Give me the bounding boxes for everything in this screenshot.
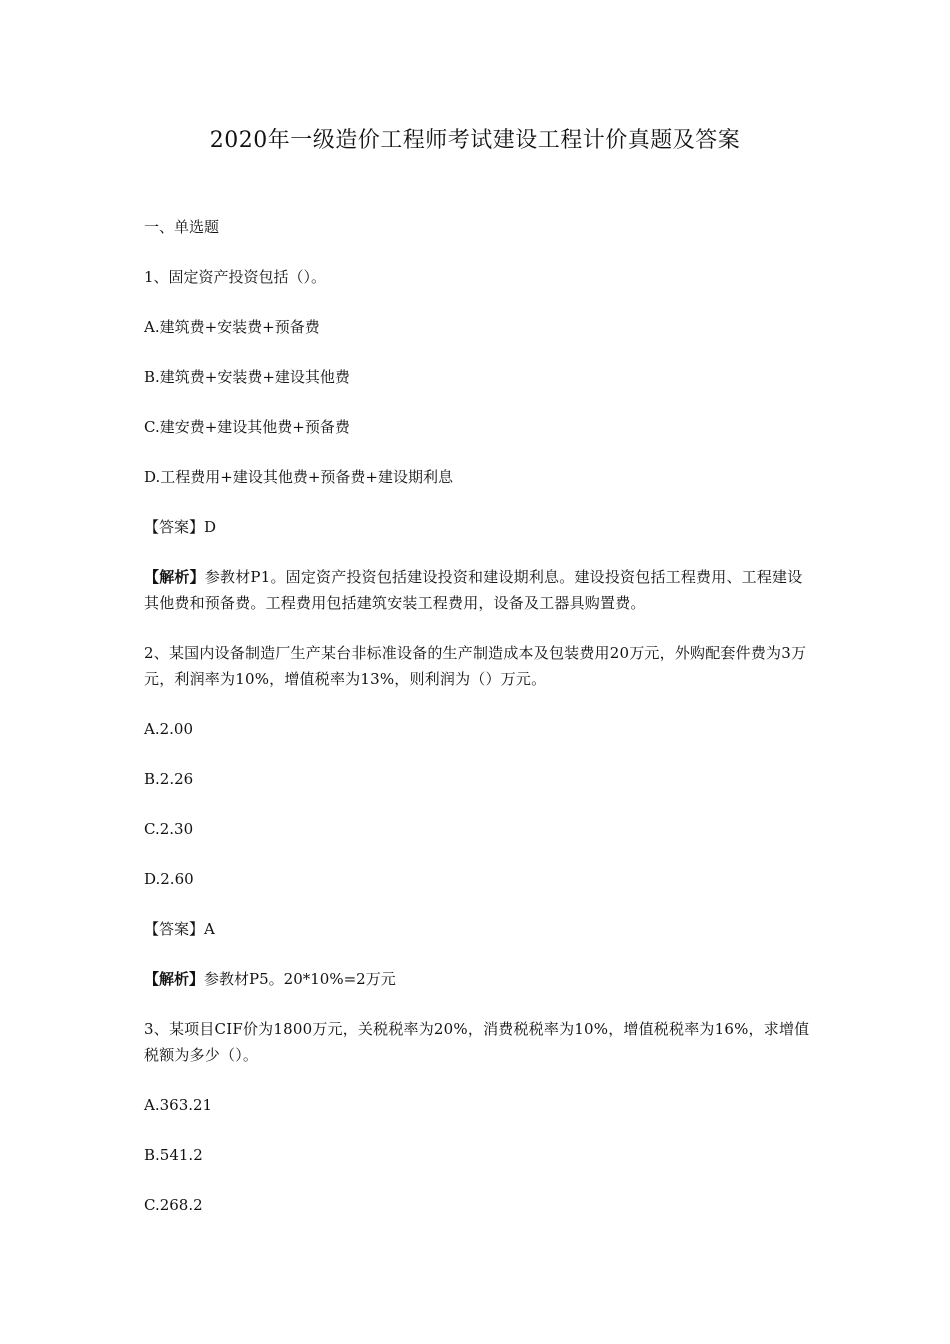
question-1-option-a: A.建筑费+安装费+预备费 bbox=[144, 318, 320, 336]
analysis-label: 【解析】 bbox=[144, 970, 205, 988]
question-1-stem: 1、固定资产投资包括（）。 bbox=[144, 268, 327, 286]
question-1-answer bbox=[144, 514, 814, 540]
analysis-label: 【解析】 bbox=[144, 568, 205, 586]
question-1-option-d: D.工程费用+建设其他费+预备费+建设期利息 bbox=[144, 468, 453, 486]
analysis-text: 参教材P5。20*10%=2万元 bbox=[204, 970, 396, 988]
question-3-option-b: B.541.2 bbox=[144, 1146, 203, 1164]
question-2-answer bbox=[144, 916, 814, 942]
question-3-stem: 3、某项目CIF价为1800万元，关税税率为20%，消费税税率为10%，增值税税率为16%，求增值税额为多少（）。 bbox=[144, 1020, 810, 1064]
question-2-analysis bbox=[144, 966, 814, 992]
answer-label: 【答案】 bbox=[144, 920, 205, 938]
question-3-option-a: A.363.21 bbox=[144, 1096, 213, 1114]
question-2-option-d: D.2.60 bbox=[144, 870, 194, 888]
question-2-option-b: B.2.26 bbox=[144, 770, 194, 788]
question-2-option-a: A.2.00 bbox=[144, 720, 193, 738]
document-title: 2020年一级造价工程师考试建设工程计价真题及答案 bbox=[209, 128, 741, 153]
section-heading: 一、单选题 bbox=[144, 218, 220, 236]
document-body bbox=[144, 214, 814, 1242]
question-1-analysis bbox=[144, 564, 814, 616]
analysis-text: 参教材P1。固定资产投资包括建设投资和建设期利息。建设投资包括工程费用、工程建设其他费和预备费。工程费用包括建筑安装工程费用，设备及工器具购置费。 bbox=[144, 568, 803, 612]
answer-label: 【答案】 bbox=[144, 518, 205, 536]
answer-value: A bbox=[204, 920, 215, 938]
question-3-option-c: C.268.2 bbox=[144, 1196, 203, 1214]
question-1-option-c: C.建安费+建设其他费+预备费 bbox=[144, 418, 350, 436]
question-1-option-b: B.建筑费+安装费+建设其他费 bbox=[144, 368, 350, 386]
question-2-stem: 2、某国内设备制造厂生产某台非标准设备的生产制造成本及包装费用20万元，外购配套件费为3万元，利润率为10%，增值税率为13%，则利润为（）万元。 bbox=[144, 644, 807, 688]
answer-value: D bbox=[204, 518, 217, 536]
question-2-option-c: C.2.30 bbox=[144, 820, 194, 838]
